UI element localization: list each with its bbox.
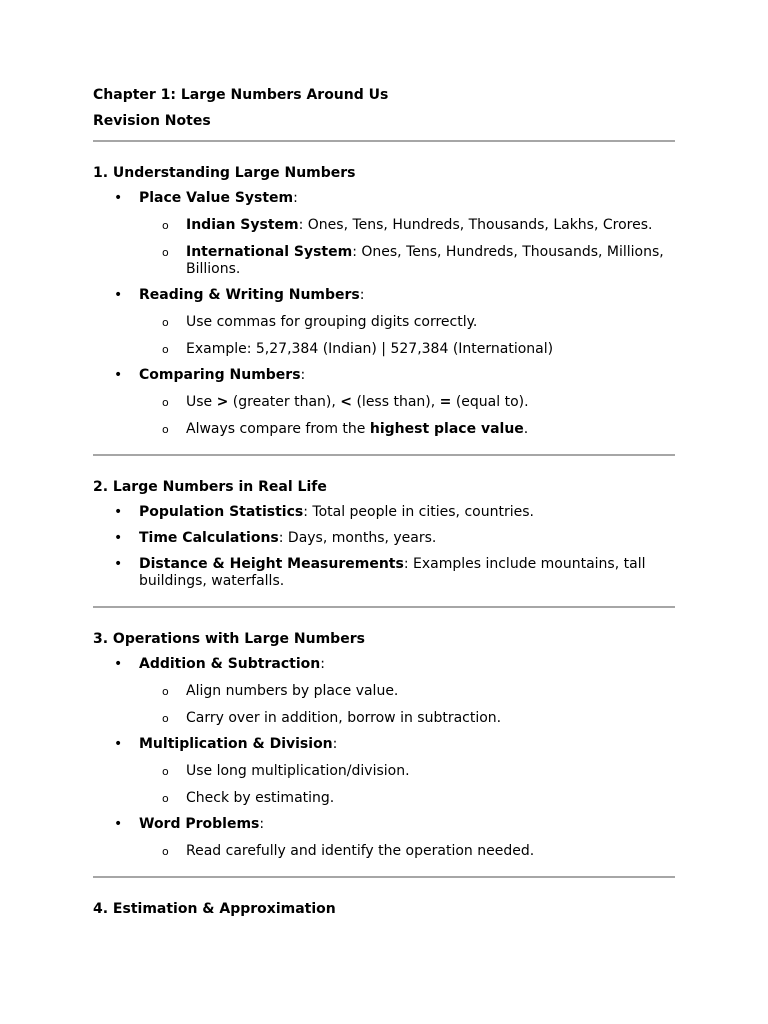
- list-item: [93, 504, 675, 521]
- list-item-text: : Total people in cities, countries.: [303, 504, 534, 520]
- sub-list-item: [139, 710, 675, 727]
- sub-list: [139, 394, 675, 438]
- list-item-term: Reading & Writing Numbers: [139, 287, 360, 303]
- section-large-numbers-real-life: [93, 456, 675, 606]
- list-item-text: :: [359, 287, 365, 303]
- sub-bullet-icon: o: [162, 396, 169, 409]
- list-item-text: :: [300, 367, 306, 383]
- list-item: [93, 190, 675, 278]
- sub-item-text: Use commas for grouping digits correctly.: [186, 314, 478, 330]
- list-item: [93, 367, 675, 438]
- sub-item-text: (greater than),: [228, 394, 341, 410]
- sub-bullet-icon: o: [162, 712, 169, 725]
- sub-list-item: [139, 421, 675, 438]
- list-item-text: :: [332, 736, 338, 752]
- document-title: Chapter 1: Large Numbers Around Us: [93, 87, 389, 103]
- bullet-list: [93, 190, 675, 438]
- list-item-term: Addition & Subtraction: [139, 656, 321, 672]
- less-than-symbol: <: [340, 394, 353, 410]
- sub-item-text: .: [523, 421, 529, 437]
- sub-item-text: Carry over in addition, borrow in subtraction.: [186, 710, 502, 726]
- list-item-term: Time Calculations: [139, 530, 279, 546]
- sub-item-text: Check by estimating.: [186, 790, 335, 806]
- sub-item-emphasis: highest place value: [369, 421, 524, 437]
- sub-list-item: [139, 244, 675, 278]
- sub-item-text: Read carefully and identify the operation needed.: [186, 843, 535, 859]
- section-heading: 3. Operations with Large Numbers: [93, 631, 365, 647]
- list-item-term: Distance & Height Measurements: [139, 556, 404, 572]
- sub-item-text: Use: [186, 394, 217, 410]
- sub-item-text: Align numbers by place value.: [186, 683, 399, 699]
- sub-item-text: Use long multiplication/division.: [186, 763, 410, 779]
- list-item-text: :: [320, 656, 325, 672]
- document-subtitle: Revision Notes: [93, 113, 211, 129]
- sub-list-item: [139, 790, 675, 807]
- sub-list-item: [139, 843, 675, 860]
- list-item: [93, 656, 675, 727]
- list-item-term: Word Problems: [139, 816, 260, 832]
- section-understanding-large-numbers: [93, 142, 675, 454]
- bullet-list: [93, 656, 675, 860]
- sub-item-text: : Ones, Tens, Hundreds, Thousands, Lakhs, Crores.: [298, 217, 653, 233]
- sub-list: [139, 843, 675, 860]
- list-item: [93, 530, 675, 547]
- sub-list-item: [139, 314, 675, 331]
- sub-list-item: [139, 217, 675, 234]
- section-operations-large-numbers: [93, 608, 675, 876]
- list-item: [93, 736, 675, 807]
- list-item-text: :: [259, 816, 265, 832]
- sub-item-text: : Ones, Tens, Hundreds, Thousands, Millions, Billions.: [186, 244, 664, 277]
- sub-item-text: Always compare from the: [186, 421, 370, 437]
- sub-item-term: International System: [186, 244, 353, 260]
- sub-list-item: [139, 763, 675, 780]
- list-item-term: Population Statistics: [139, 504, 304, 520]
- list-item-term: Comparing Numbers: [139, 367, 301, 383]
- list-item: [93, 816, 675, 860]
- sub-list: [139, 763, 675, 807]
- bullet-icon: •: [114, 736, 123, 752]
- bullet-icon: •: [114, 190, 123, 206]
- sub-list-item: [139, 341, 675, 358]
- sub-list: [139, 314, 675, 358]
- sub-item-text: (equal to).: [451, 394, 529, 410]
- section-heading: 4. Estimation & Approximation: [93, 901, 336, 917]
- sub-bullet-icon: o: [162, 792, 169, 805]
- section-heading: 1. Understanding Large Numbers: [93, 165, 356, 181]
- sub-bullet-icon: o: [162, 845, 169, 858]
- bullet-list: [93, 504, 675, 590]
- section-estimation-approximation: [93, 878, 675, 933]
- list-item: [93, 287, 675, 358]
- document-page: [93, 86, 675, 933]
- sub-bullet-icon: o: [162, 685, 169, 698]
- equal-symbol: =: [439, 394, 452, 410]
- list-item-term: Multiplication & Division: [139, 736, 333, 752]
- sub-list-item: [139, 683, 675, 700]
- sub-bullet-icon: o: [162, 246, 169, 259]
- sub-bullet-icon: o: [162, 343, 169, 356]
- bullet-icon: •: [114, 504, 123, 520]
- sub-list-item: [139, 394, 675, 411]
- bullet-icon: •: [114, 530, 123, 546]
- sub-item-term: Indian System: [186, 217, 299, 233]
- list-item-term: Place Value System: [139, 190, 294, 206]
- greater-than-symbol: >: [216, 394, 229, 410]
- sub-list: [139, 217, 675, 278]
- sub-list: [139, 683, 675, 727]
- list-item-text: :: [293, 190, 298, 206]
- sub-item-text: (less than),: [352, 394, 440, 410]
- bullet-icon: •: [114, 287, 123, 303]
- sub-bullet-icon: o: [162, 423, 169, 436]
- sub-bullet-icon: o: [162, 219, 169, 232]
- bullet-icon: •: [114, 556, 123, 572]
- sub-bullet-icon: o: [162, 765, 169, 778]
- sub-item-text: Example: 5,27,384 (Indian) | 527,384 (International): [186, 341, 554, 357]
- list-item-text: : Days, months, years.: [278, 530, 437, 546]
- bullet-icon: •: [114, 367, 123, 383]
- section-heading: 2. Large Numbers in Real Life: [93, 479, 327, 495]
- sub-bullet-icon: o: [162, 316, 169, 329]
- list-item: [93, 556, 675, 590]
- bullet-icon: •: [114, 656, 123, 672]
- bullet-icon: •: [114, 816, 123, 832]
- list-item-text: : Examples include mountains, tall buildings, waterfalls.: [139, 556, 646, 589]
